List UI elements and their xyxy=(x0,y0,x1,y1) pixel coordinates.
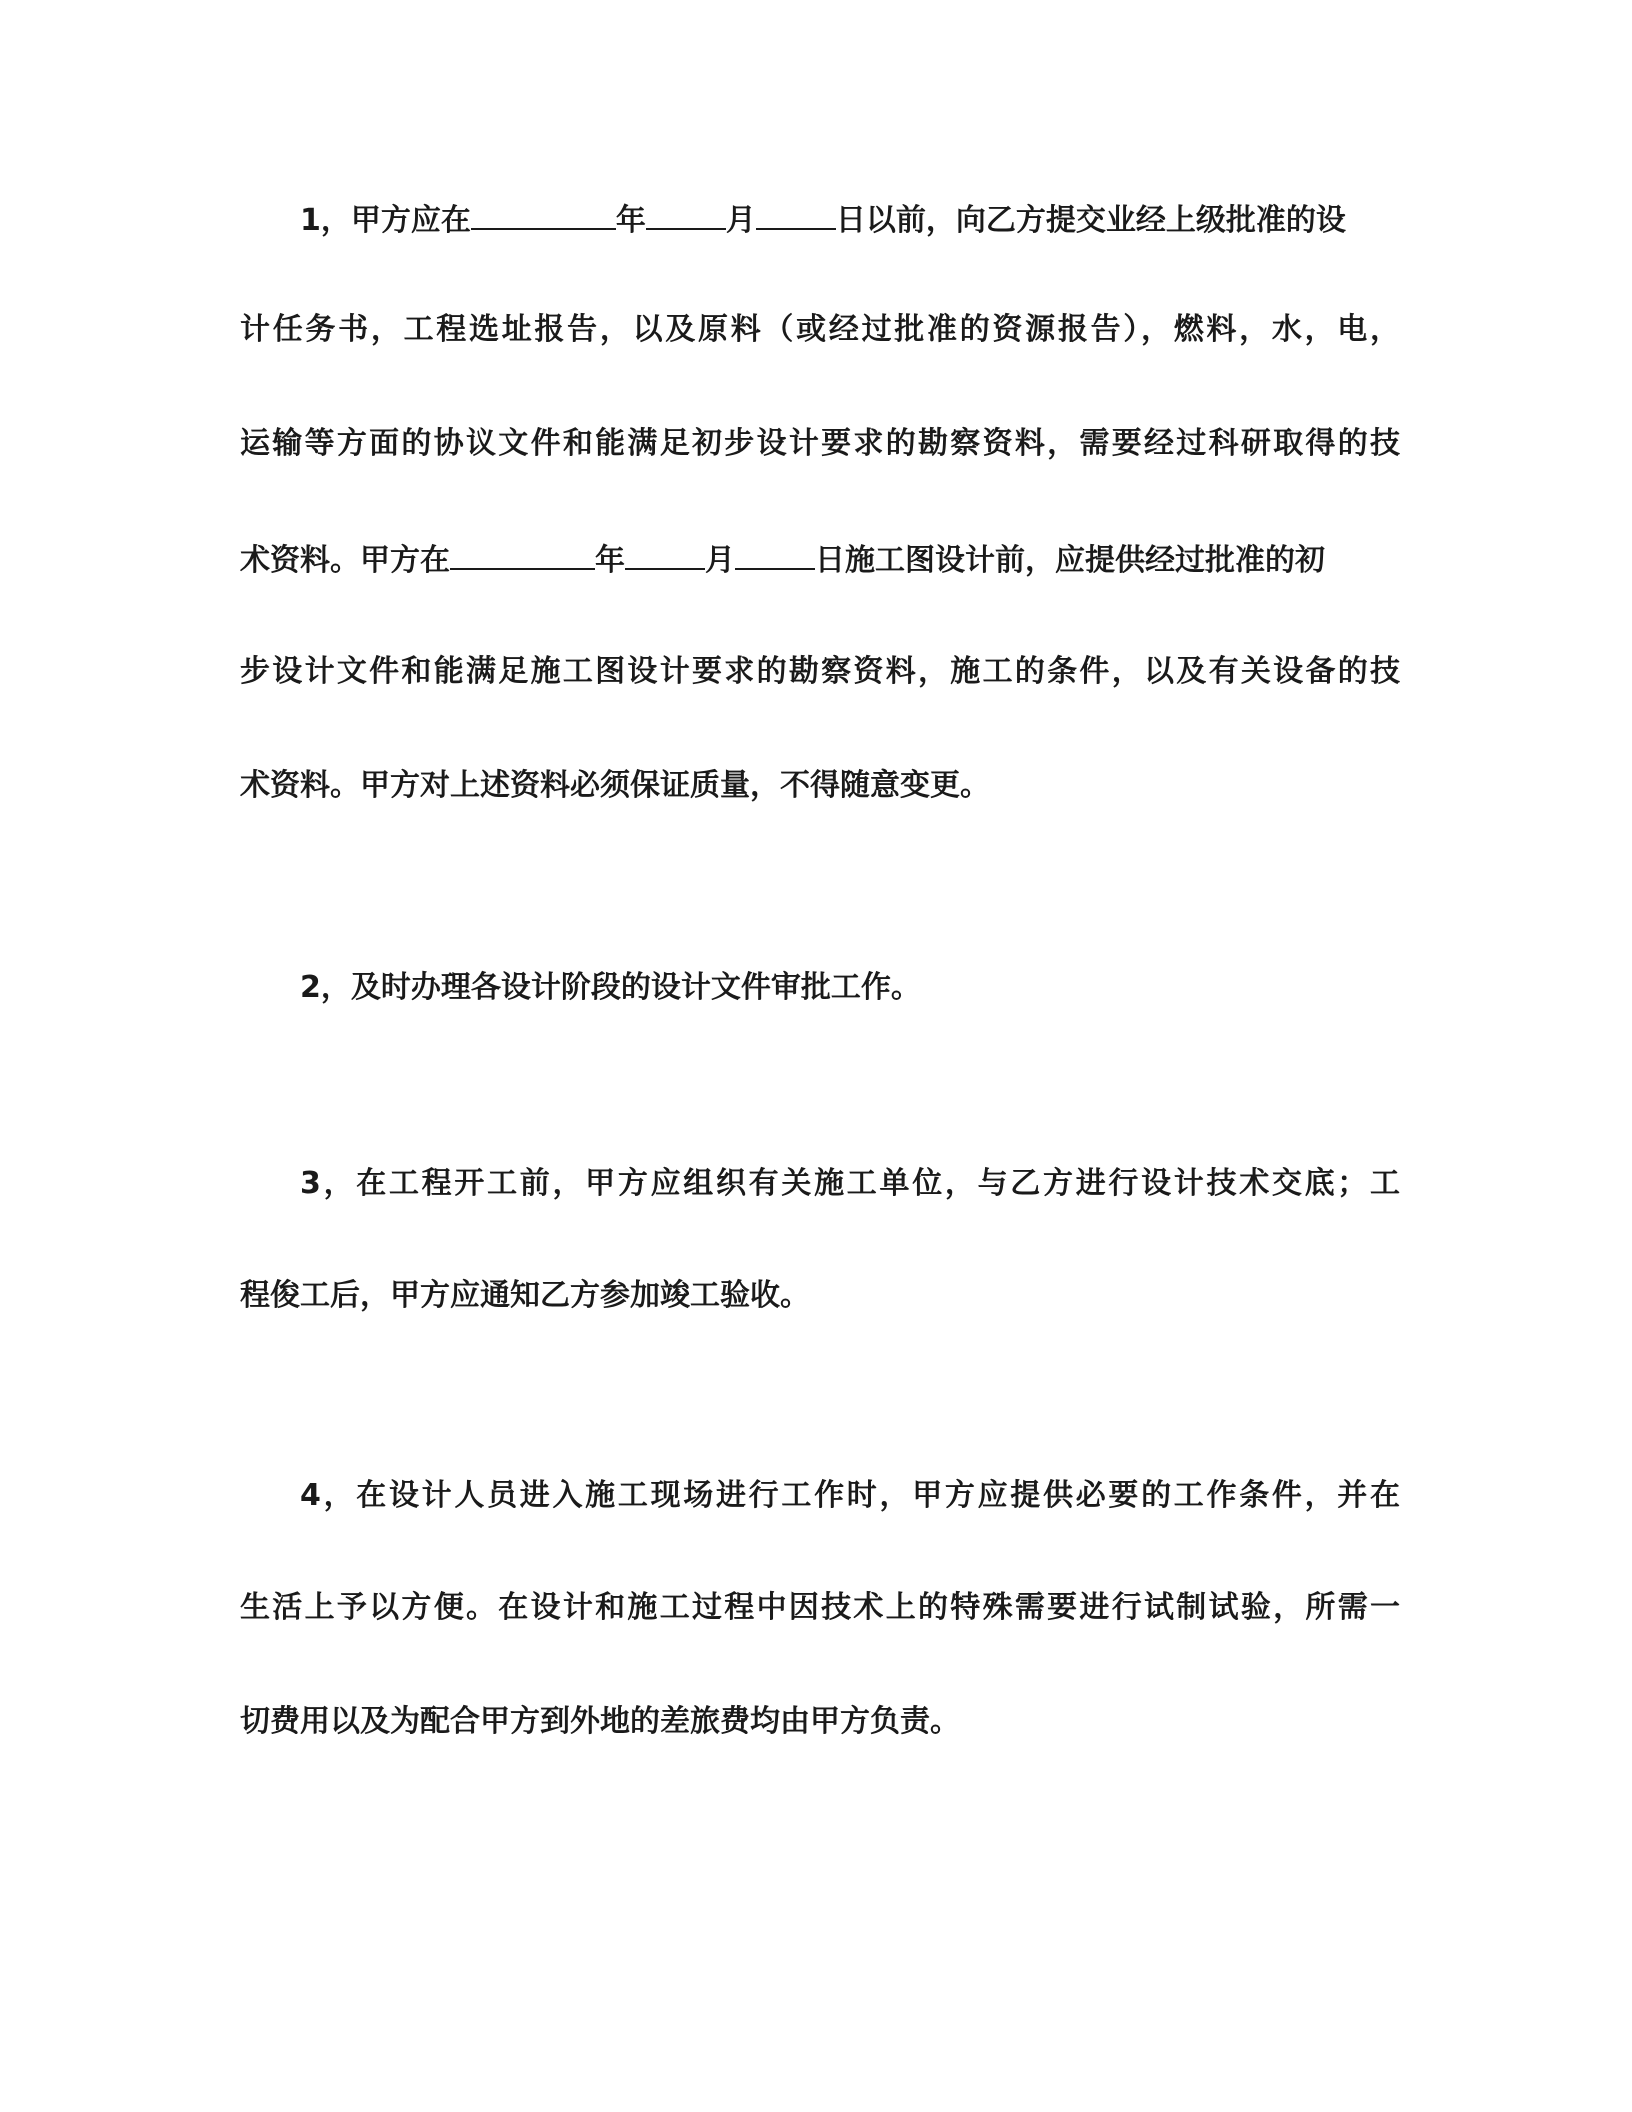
paragraph-2-line-1: 2，及时办理各设计阶段的设计文件审批工作。 xyxy=(300,970,921,1005)
year-blank-2 xyxy=(450,538,595,570)
p1-line1-text-a: 1，甲方应在 xyxy=(300,203,471,238)
day-blank-1 xyxy=(756,198,836,230)
paragraph-1-line-5: 步设计文件和能满足施工图设计要求的勘察资料，施工的条件，以及有关设备的技 xyxy=(240,654,1400,689)
p1-line1-text-c: 月 xyxy=(725,203,756,238)
paragraph-1-line-4 xyxy=(240,538,1400,578)
paragraph-4-line-3: 切费用以及为配合甲方到外地的差旅费均由甲方负责。 xyxy=(240,1704,960,1739)
year-blank-1 xyxy=(471,198,616,230)
month-blank-1 xyxy=(646,198,726,230)
day-blank-2 xyxy=(735,538,815,570)
paragraph-1-line-3: 运输等方面的协议文件和能满足初步设计要求的勘察资料，需要经过科研取得的技 xyxy=(240,426,1400,461)
p1-line4-text-c: 月 xyxy=(705,543,735,578)
month-blank-2 xyxy=(625,538,705,570)
paragraph-1-line-1 xyxy=(300,198,1400,238)
p1-line4-text-a: 术资料。甲方在 xyxy=(240,543,450,578)
p1-line4-text-d: 日施工图设计前，应提供经过批准的初 xyxy=(815,543,1325,578)
p1-line1-text-d: 日以前，向乙方提交业经上级批准的设 xyxy=(835,203,1346,238)
paragraph-4-line-2: 生活上予以方便。在设计和施工过程中因技术上的特殊需要进行试制试验，所需一 xyxy=(240,1590,1400,1625)
paragraph-1-line-6: 术资料。甲方对上述资料必须保证质量，不得随意变更。 xyxy=(240,768,990,803)
paragraph-4-line-1: 4，在设计人员进入施工现场进行工作时，甲方应提供必要的工作条件，并在 xyxy=(300,1478,1400,1513)
paragraph-1-line-2: 计任务书，工程选址报告，以及原料（或经过批准的资源报告），燃料，水，电， xyxy=(240,312,1400,347)
p1-line1-text-b: 年 xyxy=(615,203,646,238)
p1-line4-text-b: 年 xyxy=(595,543,625,578)
paragraph-3-line-2: 程俊工后，甲方应通知乙方参加竣工验收。 xyxy=(240,1278,810,1313)
paragraph-3-line-1: 3，在工程开工前，甲方应组织有关施工单位，与乙方进行设计技术交底；工 xyxy=(300,1166,1400,1201)
